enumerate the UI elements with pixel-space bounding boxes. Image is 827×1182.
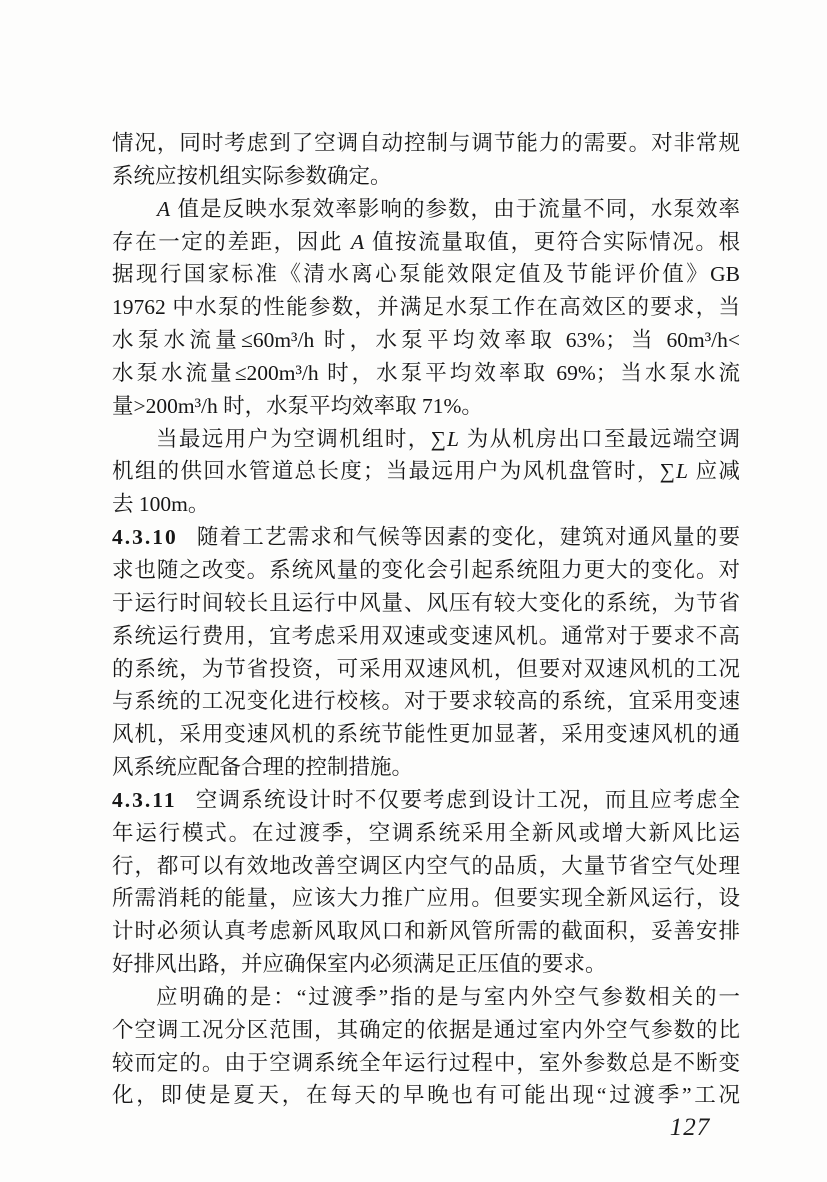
text-segment: 于运行时间较长且运行中风量、风压有较大变化的系统，为节省 [112,590,740,615]
text-segment: 存在一定的差距，因此 [112,229,350,254]
section-number: 4.3.11 [112,787,177,812]
text-segment: 值按流量取值，更符合实际情况。根 [365,229,740,254]
text-segment: 值是反映水泵效率影响的参数，由于流量不同，水泵效率 [171,196,740,221]
text-line [112,981,740,1014]
text-segment: 求也随之改变。系统风量的变化会引起系统阻力更大的变化。对 [112,557,740,582]
text-line [112,1014,740,1047]
text-line [112,653,740,686]
text-line [112,784,740,817]
text-line [112,882,740,915]
text-segment: 较而定的。由于空调系统全年运行过程中，室外参数总是不断变 [112,1050,740,1075]
text-line [112,357,740,390]
text-segment: 19762 中水泵的性能参数，并满足水泵工作在高效区的要求，当 [112,295,740,320]
text-line [112,521,740,554]
text-segment: 年运行模式。在过渡季，空调系统采用全新风或增大新风比运 [112,820,740,845]
text-line [112,817,740,850]
text-segment: L [446,426,459,451]
text-segment: 计时必须认真考虑新风取风口和新风管所需的截面积，妥善安排 [112,919,740,944]
text-line [112,423,740,456]
text-segment: A [350,229,365,254]
text-line [112,488,740,521]
text-segment: 的系统，为节省投资，可采用双速风机，但要对双速风机的工况 [112,656,740,681]
text-segment: 化，即使是夏天，在每天的早晚也有可能出现“过渡季”工况 [112,1083,740,1108]
text-segment: 当最远用户为空调机组时，∑ [156,426,446,451]
text-line [112,1079,740,1112]
text-line [112,226,740,259]
text-line [112,685,740,718]
text-segment: 个空调工况分区范围，其确定的依据是通过室内外空气参数的比 [112,1017,740,1042]
text-line [112,850,740,883]
text-segment: 空调系统设计时不仅要考虑到设计工况，而且应考虑全 [194,787,740,812]
text-line [112,718,740,751]
text-segment: 机组的供回水管道总长度；当最远用户为风机盘管时，∑ [112,459,675,484]
text-segment: 风机，采用变速风机的系统节能性更加显著，采用变速风机的通 [112,722,740,747]
text-line [112,160,740,193]
text-segment: 风系统应配备合理的控制措施。 [112,755,414,780]
section-number: 4.3.10 [112,525,178,550]
text-segment: 所需消耗的能量，应该大力推广应用。但要实现全新风运行，设 [112,886,740,911]
text-line [112,751,740,784]
page-number: 127 [669,1114,711,1141]
text-segment: 为从机房出口至最远端空调 [459,426,740,451]
text-segment: A [157,196,171,221]
text-line [112,193,740,226]
text-line [112,554,740,587]
text-line [112,390,740,423]
text-line [112,948,740,981]
text-line [112,324,740,357]
text-segment: 据现行国家标准《清水离心泵能效限定值及节能评价值》GB [112,262,740,287]
text-line [112,258,740,291]
text-segment: 水泵水流量≤60m³/h 时，水泵平均效率取 63%；当 60m³/h< [112,328,740,353]
text-line [112,455,740,488]
text-segment: 水泵水流量≤200m³/h 时，水泵平均效率取 69%；当水泵水流 [112,360,740,385]
text-segment: 随着工艺需求和气候等因素的变化，建筑对通风量的要 [195,525,740,550]
text-line [112,291,740,324]
text-segment: 系统运行费用，宜考虑采用双速或变速风机。通常对于要求不高 [112,623,740,648]
text-segment: 去 100m。 [112,492,210,517]
text-segment: L [676,459,688,484]
text-line [112,587,740,620]
text-line [112,1047,740,1080]
text-segment: 行，都可以有效地改善空调区内空气的品质，大量节省空气处理 [112,853,740,878]
text-line [112,127,740,160]
text-segment: 与系统的工况变化进行校核。对于要求较高的系统，宜采用变速 [112,689,740,714]
text-line [112,620,740,653]
document-body [112,127,740,1112]
text-line [112,915,740,948]
text-segment: 情况，同时考虑到了空调自动控制与调节能力的需要。对非常规 [112,131,740,155]
text-segment: 应明确的是：“过渡季”指的是与室内外空气参数相关的一 [156,984,740,1009]
text-segment: 应减 [688,459,740,484]
text-segment: 量>200m³/h 时，水泵平均效率取 71%。 [112,393,483,418]
text-segment: 好排风出路，并应确保室内必须满足正压值的要求。 [112,952,607,977]
text-segment: 系统应按机组实际参数确定。 [112,163,392,188]
